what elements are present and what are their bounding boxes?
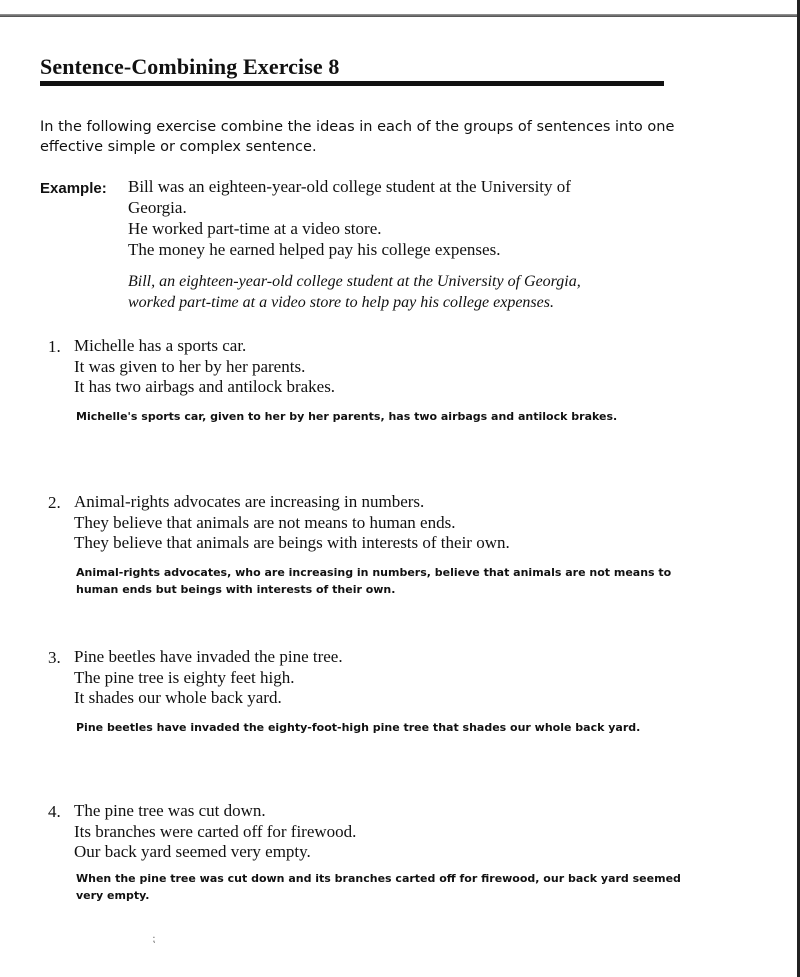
item-sentence-line: Animal-rights advocates are increasing in numbers. [74,492,425,511]
item-number: 4. [48,802,61,821]
instructions-paragraph: In the following exercise combine the ideas in each of the groups of sentences into one effective simple or complex sentence. [40,119,675,155]
item-sentences [74,801,674,863]
item-sentence-line: Pine beetles have invaded the pine tree. [74,647,343,666]
item-answer-line: Michelle's sports car, given to her by her parents, has two airbags and antilock brakes. [76,410,618,423]
item-sentence-line: Our back yard seemed very empty. [74,842,311,861]
item-answer-line: very empty. [76,889,150,902]
example-sentence-line: Georgia. [128,198,187,217]
item-sentence-line: They believe that animals are not means to human ends. [74,512,456,532]
item-sentence-line: The pine tree is eighty feet high. [74,667,295,687]
scan-speck: ⁏ [152,934,156,945]
item-sentences [74,336,674,398]
item-answer [76,408,676,425]
item-sentence-line: It shades our whole back yard. [74,688,282,707]
item-sentence-line: They believe that animals are beings with interests of their own. [74,533,510,552]
item-answer-line: Animal-rights advocates, who are increasing in numbers, believe that animals are not means to [76,566,672,579]
item-answer [76,719,676,736]
page-title: Sentence-Combining Exercise 8 [40,54,340,79]
example-sentence-line: Bill was an eighteen-year-old college student at the University of [128,177,571,196]
item-sentence-line: It has two airbags and antilock brakes. [74,377,336,396]
title-underline [40,81,664,86]
item-sentence-line: The pine tree was cut down. [74,801,266,820]
item-sentence-line: Michelle has a sports car. [74,336,247,355]
example-sentence-line: He worked part-time at a video store. [128,219,382,238]
example-label: Example: [40,180,107,197]
example-sentences [128,176,658,260]
item-answer [76,564,676,598]
example-combined-answer [128,271,658,313]
item-answer-line: When the pine tree was cut down and its branches carted off for firewood, our back yard seemed [76,872,681,885]
item-answer-line: Pine beetles have invaded the eighty-foot-high pine tree that shades our whole back yard. [76,721,641,734]
item-number: 3. [48,648,61,667]
item-sentence-line: Its branches were carted off for firewood. [74,821,357,841]
item-sentence-line: It was given to her by her parents. [74,356,306,376]
item-number: 2. [48,493,61,512]
item-answer-line: human ends but beings with interests of their own. [76,583,396,596]
top-scan-border [0,14,800,17]
item-sentences [74,647,674,709]
item-number: 1. [48,337,61,356]
example-sentence-line: The money he earned helped pay his college expenses. [128,240,501,259]
item-sentences [74,492,674,554]
example-answer-line: Bill, an eighteen-year-old college student at the University of Georgia, [128,273,581,290]
item-answer [76,870,681,904]
example-answer-line: worked part-time at a video store to help pay his college expenses. [128,294,554,311]
